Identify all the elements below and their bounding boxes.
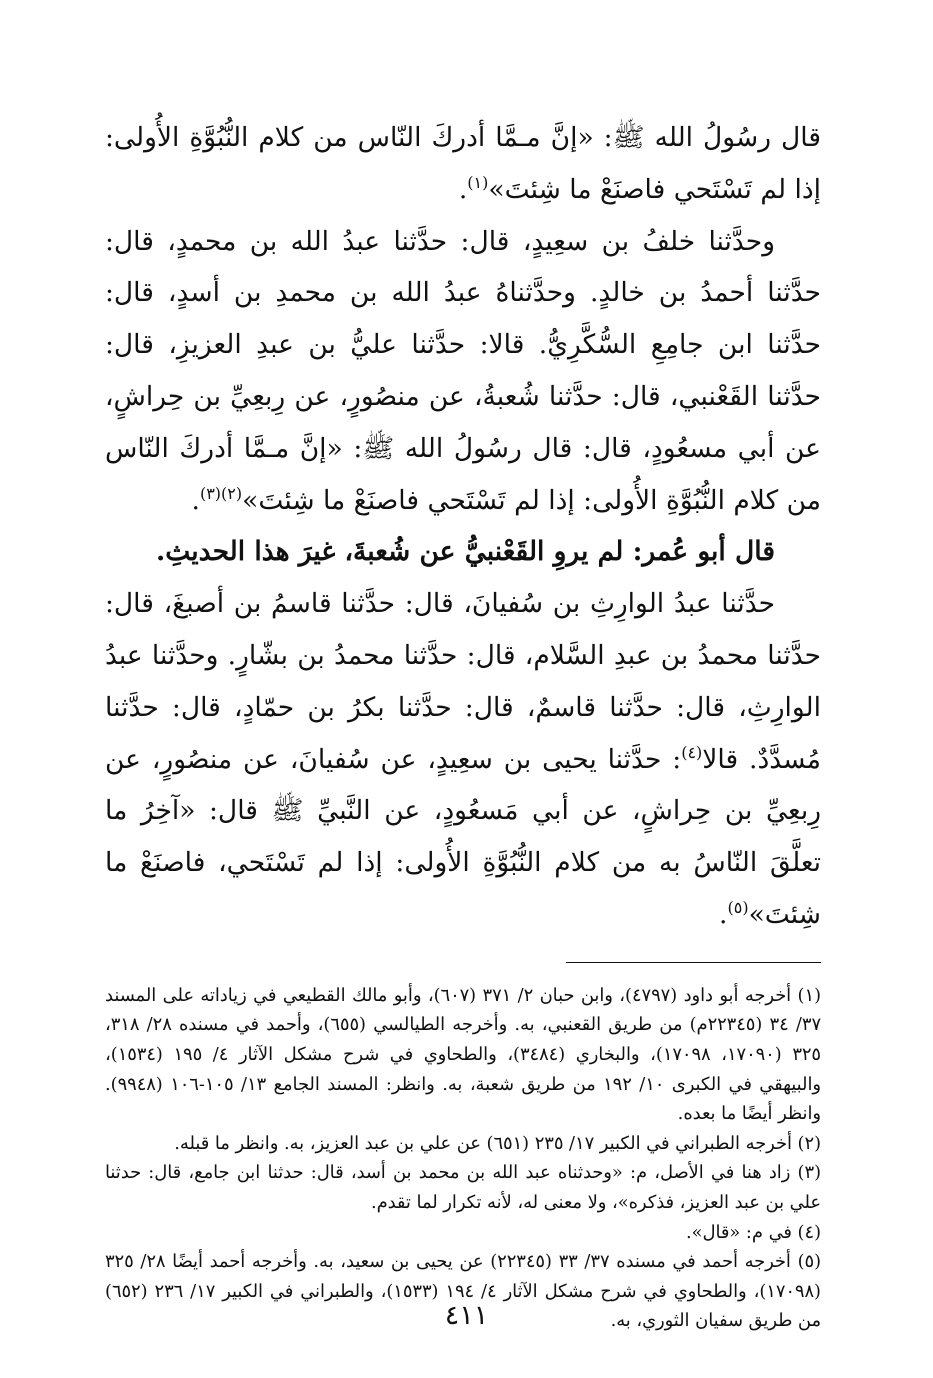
main-text [105, 112, 821, 941]
abu-umar-comment: قال أبو عُمر: لم يروِ القَعْنبيُّ عن شُعبةَ، غيرَ هذا الحديثِ. [156, 536, 775, 568]
footnote-ref-2-3: (٢)(٣) [199, 483, 243, 503]
footnote-2: (٢) أخرجه الطبراني في الكبير ١٧/ ٢٣٥ (٦٥١) عن علي بن عبد العزيز، به. وانظر ما قبله. [174, 1132, 821, 1154]
footnote-1: (١) أخرجه أبو داود (٤٧٩٧)، وابن حبان ٢/ ٣٧١ (٦٠٧)، وأبو مالك القطيعي في زياداته على المسند ٣٧/ ٣٤ (٢٢٣٤٥م) من طريق القعنبي، به. وأخرجه الطيالسي (٦٥٥)، وأحمد في مسنده ٢٨/ ٣١٨، ٣٢٥ (١٧٠٩٠، ١٧٠٩٨)، والبخاري (٣٤٨٤)، والطحاوي في شرح مشكل الآثار ٤/ ١٩٥ (١٥٣٤)، والبيهقي في الكبرى ١٠/ ١٩٢ من طريق شعبة، به. وانظر: المسند الجامع ١٣/ ١٠٥-١٠٦ (٩٩٤٨). وانظر أيضًا ما بعده. [105, 984, 822, 1125]
footnote-5: (٥) أخرجه أحمد في مسنده ٣٧/ ٣٣ (٢٢٣٤٥) عن يحيى بن سعيد، به. وأخرجه أحمد أيضًا ٢٨/ ٣٢٥ (١٧٠٩٨)، والطحاوي في شرح مشكل الآثار ٤/ ١٩٤ (١٥٣٣)، والطبراني في الكبير ١٧/ ٢٣٦ (٦٥٢) من طريق سفيان الثوري، به. [105, 1251, 822, 1332]
page-number: ٤١١ [444, 1300, 489, 1331]
page-content [105, 112, 821, 1336]
footnote-ref-5: (٥) [727, 898, 749, 918]
footnotes [105, 981, 821, 1336]
hadith-paragraph-1: قال رسُولُ الله ﷺ: «إنَّ مـمَّا أدركَ النّاس من كلام النُّبُوَّةِ الأُولى: إذا لم تَسْتَحي فاصنَعْ ما شِئتَ»$^{(١)}$. [105, 122, 821, 205]
isnad-paragraph-4: حدَّثنا عبدُ الوارِثِ بن سُفيانَ، قال: حدَّثنا قاسمُ بن أصبغَ، قال: حدَّثنا محمدُ بن عبدِ السَّلام، قال: حدَّثنا محمدُ بن بشّارٍ. وحدَّثنا عبدُ الوارِثِ، قال: حدَّثنا قاسمٌ، قال: حدَّثنا بكرُ بن حمّادٍ، قال: حدَّثنا مُسدَّدٌ. قالا$^{(٤)}$: حدَّثنا يحيى بن سعِيدٍ، عن سُفيانَ، عن منصُورٍ، عن رِبعِيِّ بن حِراشٍ، عن أبي مَسعُودٍ، عن النَّبيِّ ﷺ قال: «آخِرُ ما تعلَّقَ النّاسُ به من كلام النُّبُوَّةِ الأُولى: إذا لم تَسْتَحي، فاصنَعْ ما شِئتَ»$^{(٥)}$. [105, 588, 822, 930]
footnote-3: (٣) زاد هنا في الأصل، م: «وحدثناه عبد الله بن محمد بن أسد، قال: حدثنا ابن جامع، قال: حدثنا علي بن عبد العزيز، فذكره»، ولا معنى له، لأنه تكرار لما تقدم. [105, 1162, 821, 1213]
footnote-4: (٤) في م: «قال». [686, 1221, 821, 1243]
isnad-paragraph-2: وحدَّثنا خلفُ بن سعِيدٍ، قال: حدَّثنا عبدُ الله بن محمدٍ، قال: حدَّثنا أحمدُ بن خالدٍ. وحدَّثناهُ عبدُ الله بن محمدِ بن أسدٍ، قال: حدَّثنا ابن جامِعِ السُّكَّرِيُّ. قالا: حدَّثنا عليُّ بن عبدِ العزيزِ، قال: حدَّثنا القَعْنبي، قال: حدَّثنا شُعبةُ، عن منصُورٍ، عن رِبعِيِّ بن حِراشٍ، عن أبي مسعُودٍ، قال: قال رسُولُ الله ﷺ: «إنَّ مـمَّا أدركَ النّاس من كلام النُّبُوَّةِ الأُولى: إذا لم تَسْتَحي فاصنَعْ ما شِئتَ»$^{(٢)(٣)}$. [105, 225, 821, 516]
footnote-divider [566, 962, 821, 963]
footnote-ref-1: (١) [467, 172, 489, 192]
footnote-ref-4: (٤) [681, 742, 703, 762]
